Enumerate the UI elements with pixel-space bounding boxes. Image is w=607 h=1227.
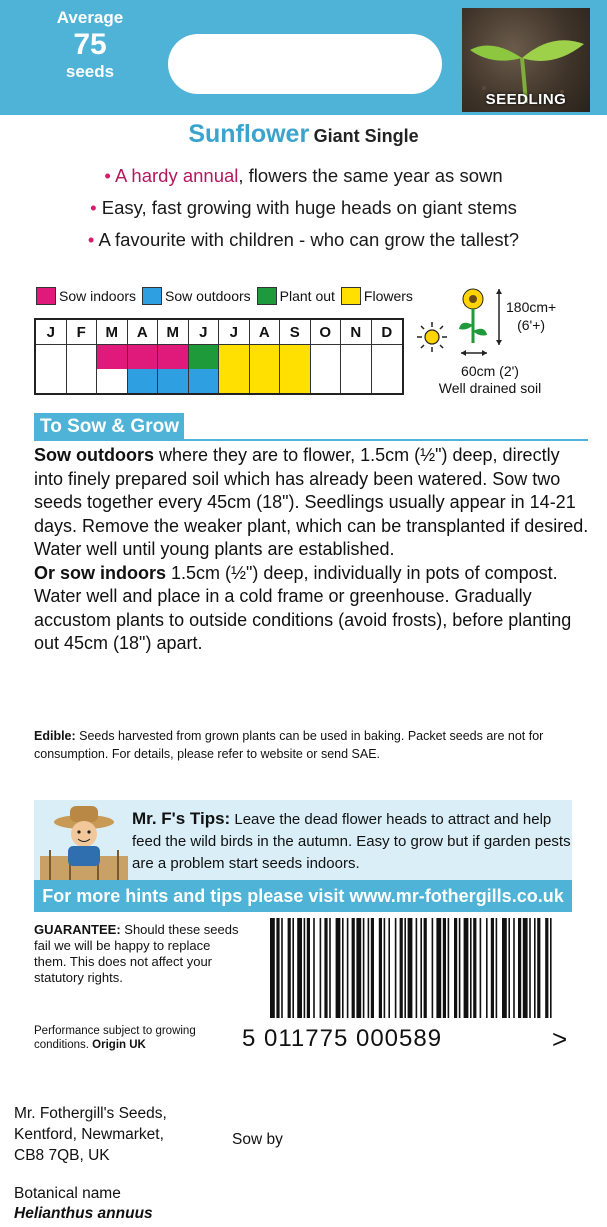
barcode-bar <box>307 918 310 1018</box>
bullet-3: • A favourite with children - who can grow the tallest? <box>87 229 520 250</box>
barcode-bar <box>459 918 461 1018</box>
legend-sow-outdoors: Sow outdoors <box>142 287 251 305</box>
sowing-calendar <box>34 318 404 395</box>
legend-plant-out: Plant out <box>257 287 335 305</box>
barcode-bar <box>288 918 291 1018</box>
month-cell-11 <box>372 345 403 393</box>
barcode-arrow: > <box>552 1024 568 1054</box>
barcode-image <box>270 918 560 1026</box>
month-cell-2 <box>97 345 128 393</box>
barcode-bar <box>448 918 450 1018</box>
calendar-months <box>36 320 402 345</box>
barcode-bar <box>404 918 406 1018</box>
barcode-bar <box>502 918 507 1018</box>
barcode-bar <box>363 918 365 1018</box>
seed-count-value: 75 <box>73 28 107 61</box>
barcode-bar <box>400 918 403 1018</box>
company-address: Mr. Fothergill's Seeds, Kentford, Newmarket, CB8 7QB, UK <box>14 1105 167 1164</box>
barcode-bar <box>424 918 427 1018</box>
seed-count-badge <box>30 8 150 82</box>
barcode-bar <box>513 918 515 1018</box>
barcode-bar <box>388 918 390 1018</box>
month-cell-7 <box>250 345 281 393</box>
month-9: O <box>311 320 342 344</box>
seedling-photo <box>462 8 590 112</box>
barcode-bar <box>436 918 441 1018</box>
barcode-bar <box>352 918 355 1018</box>
website-banner[interactable]: For more hints and tips please visit www.mr-fothergills.co.uk <box>34 880 572 912</box>
barcode-bar <box>529 918 531 1018</box>
barcode-bar <box>270 918 275 1018</box>
barcode-bar <box>379 918 382 1018</box>
bullet-1: • A hardy annual, flowers the same year as sown <box>104 165 503 186</box>
sow-grow-instructions <box>34 444 592 656</box>
barcode-bar <box>534 918 536 1018</box>
header-band <box>0 0 607 115</box>
month-cell-8 <box>280 345 311 393</box>
month-5: J <box>189 320 220 344</box>
month-7: A <box>250 320 281 344</box>
sow-by-label: Sow by <box>232 1131 283 1148</box>
legend-flowers: Flowers <box>341 287 413 305</box>
barcode-bar <box>537 918 540 1018</box>
barcode-bar <box>416 918 418 1018</box>
barcode-bar <box>371 918 374 1018</box>
barcode-bar <box>347 918 349 1018</box>
barcode-bar <box>491 918 494 1018</box>
barcode-bar <box>545 918 548 1018</box>
barcode-bar <box>496 918 498 1018</box>
month-6: J <box>219 320 250 344</box>
barcode-bar <box>329 918 331 1018</box>
soil-type: Well drained soil <box>438 380 542 396</box>
sow-grow-heading: To Sow & Grow <box>34 413 184 441</box>
barcode-bar <box>356 918 361 1018</box>
blank-label-area <box>168 34 442 94</box>
barcode-bar <box>395 918 397 1018</box>
barcode-bar <box>292 918 294 1018</box>
plant-height: 180cm+ (6'+) <box>506 299 557 333</box>
product-title <box>0 120 607 149</box>
barcode-bar <box>324 918 327 1018</box>
month-3: A <box>128 320 159 344</box>
barcode-bar <box>368 918 370 1018</box>
barcode-bar <box>508 918 510 1018</box>
month-1: F <box>67 320 98 344</box>
month-11: D <box>381 323 393 341</box>
tips-heading: Mr. F's Tips: <box>132 809 231 828</box>
month-cell-5 <box>189 345 220 393</box>
edible-note: Edible: Seeds harvested from grown plants can be used in baking. Packet seeds are not for consumption. For details, please refer to website or send SAE. <box>34 729 544 761</box>
barcode-bar <box>304 918 306 1018</box>
barcode-digits: 5 011775 000589 <box>242 1025 443 1052</box>
month-8: S <box>280 320 311 344</box>
barcode-bar <box>420 918 422 1018</box>
sow-outdoors-paragraph: Sow outdoors where they are to flower, 1.5cm (½") deep, directly into finely prepared soil which has already been watered. Sow two seeds together every 45cm (18"). Seedlings usually appear in 14-21 days. Remove the weaker plant, which can be transplanted if desired. Water well until young plants are established. <box>34 445 589 559</box>
barcode-bar <box>523 918 528 1018</box>
product-variety: Giant Single <box>313 126 419 146</box>
barcode-bar <box>313 918 315 1018</box>
barcode-bar <box>473 918 476 1018</box>
barcode-bar <box>320 918 322 1018</box>
sow-indoors-paragraph: Or sow indoors 1.5cm (½") deep, individually in pots of compost. Water well and place in a cold frame or greenhouse. Gradually accustom plants to outside conditions (avoid frosts), before planting out 45cm (18") apart. <box>34 562 572 653</box>
legend-sow-indoors: Sow indoors <box>36 287 136 305</box>
barcode-bar <box>470 918 472 1018</box>
month-cell-1 <box>67 345 98 393</box>
barcode-bar <box>518 918 521 1018</box>
botanical-name: Botanical name Helianthus annuus <box>14 1185 153 1222</box>
section-divider <box>34 439 588 441</box>
tips-text: Mr. F's Tips: Leave the dead flower heads to attract and help feed the wild birds in the autumn. Easy to grow but if garden pests are a problem start seeds indoors. <box>132 809 571 872</box>
barcode-bar <box>276 918 279 1018</box>
calendar-legend <box>36 285 419 307</box>
barcode-bar <box>297 918 302 1018</box>
barcode-bar <box>550 918 552 1018</box>
barcode-bar <box>464 918 469 1018</box>
bullet-2: • Easy, fast growing with huge heads on giant stems <box>90 197 517 218</box>
product-name: Sunflower <box>188 120 310 148</box>
tips-box <box>34 800 572 880</box>
full-sun-icon <box>415 320 449 359</box>
barcode-bar <box>384 918 386 1018</box>
seed-count-unit: seeds <box>65 62 115 81</box>
guarantee-text: GUARANTEE: Should these seeds fail we will be happy to replace them. This does not affect your statutory rights. <box>34 922 239 985</box>
month-cell-3 <box>128 345 159 393</box>
month-4: M <box>158 320 189 344</box>
month-cell-10 <box>341 345 372 393</box>
farmer-mascot-icon <box>40 800 128 885</box>
photo-caption: SEEDLING <box>485 91 567 108</box>
barcode-bar <box>443 918 446 1018</box>
barcode-bar <box>408 918 413 1018</box>
month-cell-4 <box>158 345 189 393</box>
month-cell-6 <box>219 345 250 393</box>
feature-bullets <box>0 160 607 256</box>
barcode-bar <box>454 918 457 1018</box>
performance-note: Performance subject to growing conditions. Origin UK <box>34 1025 196 1051</box>
month-cell-9 <box>311 345 342 393</box>
month-2: M <box>97 320 128 344</box>
plant-spacing: 60cm (2') Well drained soil <box>415 363 565 397</box>
barcode-bar <box>432 918 434 1018</box>
barcode-bar <box>336 918 341 1018</box>
plant-size-icon <box>455 285 505 368</box>
barcode-bar <box>281 918 283 1018</box>
calendar-cells <box>36 345 402 393</box>
month-cell-0 <box>36 345 67 393</box>
barcode-bar <box>486 918 488 1018</box>
month-0: J <box>36 320 67 344</box>
barcode-bar <box>480 918 482 1018</box>
seed-count-label: Average <box>56 8 124 27</box>
barcode-bar <box>342 918 344 1018</box>
month-10: N <box>341 320 372 344</box>
